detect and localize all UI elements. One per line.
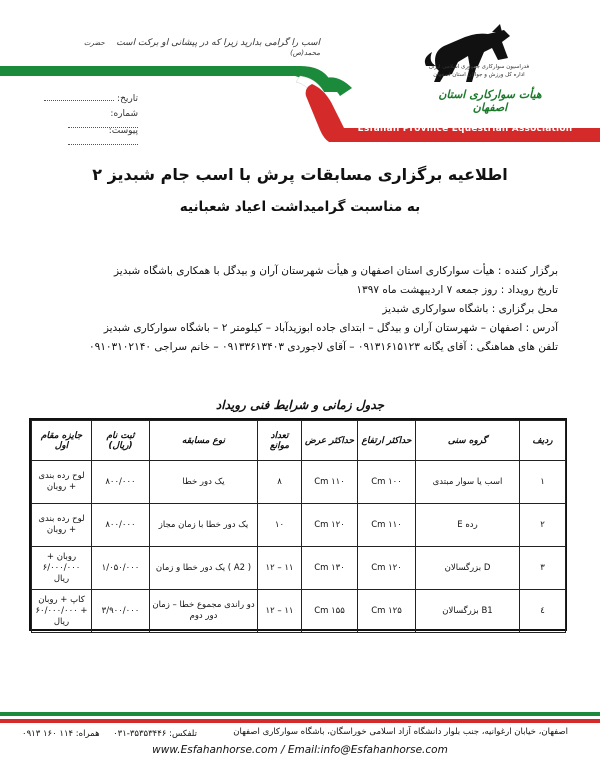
attachment-label: پیوست: (108, 126, 138, 136)
footer-address: اصفهان، خیابان ارغوانیه، جنب بلوار دانشگاه آزاد اسلامی خوراسگان، باشگاه سوارکاری اصفهان (233, 727, 568, 737)
date-dots (44, 92, 114, 101)
event-info (38, 262, 558, 357)
footer-flag-stripe (0, 712, 600, 726)
table-cell: ۳/۹۰۰/۰۰۰ (92, 590, 150, 633)
table-cell: ۸ (258, 461, 302, 504)
table-cell: ۱۲۵ Cm (358, 590, 416, 633)
column-header: ردیف (520, 421, 566, 461)
table-cell: B1 بزرگسالان (416, 590, 520, 633)
table-cell: لوح رده بندی + روبان (32, 461, 92, 504)
page-subtitle: به مناسبت گرامیداشت اعیاد شعبانیه (179, 199, 421, 215)
association-name-fa: هیأت سوارکاری استان اصفهان (438, 88, 542, 114)
table-cell: لوح رده بندی + روبان (32, 504, 92, 547)
table-cell: یک دور خطا (150, 461, 258, 504)
association-sub-line: فدراسیون سوارکاری جمهوری اسلامی ایران (428, 64, 530, 70)
attachment-dots (68, 136, 138, 145)
column-header: جایزه مقام اول (32, 421, 92, 461)
table-cell: ۱۲۰ Cm (302, 504, 358, 547)
table-cell: ۲ (520, 504, 566, 547)
number-label: شماره: (110, 109, 138, 119)
table-cell: ۱۳۰ Cm (302, 547, 358, 590)
address-line: آدرس : اصفهان – شهرستان آران و بیدگل – ابتدای جاده ابوزیدآباد – کیلومتر ۲ – باشگاه سوارکاری شبدیز (103, 322, 558, 334)
table-cell: ۱۵۵ Cm (302, 590, 358, 633)
table-row (32, 590, 566, 633)
motto-source: حضرت محمد(ص) (83, 39, 320, 57)
motto-text: اسب را گرامی بدارید زیرا که در پیشانی او برکت است (116, 38, 320, 48)
table-cell: اسب یا سوار مبتدی (416, 461, 520, 504)
table-cell: ۱۰ (258, 504, 302, 547)
table-cell: ۱ (520, 461, 566, 504)
table-header-row (32, 421, 566, 461)
organizer-line: برگزار کننده : هیأت سوارکاری استان اصفهان و هیأت شهرستان آران و بیدگل با همکاری باشگاه شبدیز (114, 265, 558, 277)
column-header: نوع مسابقه (150, 421, 258, 461)
table-cell: ۱۱ – ۱۲ (258, 590, 302, 633)
table-cell: یک دور خطا با زمان مجاز (150, 504, 258, 547)
venue-line: محل برگزاری : باشگاه سوارکاری شبدیز (382, 303, 558, 315)
table-cell: روبان + ۶/۰۰۰/۰۰۰ ریال (32, 547, 92, 590)
association-sub-line: اداره کل ورزش و جوانان استان اصفهان (433, 72, 525, 78)
page-title: اطلاعیه برگزاری مسابقات پرش با اسب جام شبدیز ۲ (92, 165, 508, 184)
column-header: حداکثر عرض (302, 421, 358, 461)
association-subtitle (425, 63, 533, 79)
table-cell: دو راندی مجموع خطا – زمان دور دوم (150, 590, 258, 633)
date-field (38, 92, 138, 104)
schedule-table (31, 420, 566, 633)
table-cell: D بزرگسالان (416, 547, 520, 590)
column-header: تعداد موانع (258, 421, 302, 461)
table-cell: ٤ (520, 590, 566, 633)
table-cell: ۱۱۰ Cm (302, 461, 358, 504)
telfax: تلفکس: ۳۵۳۵۳۴۴۶-۰۳۱ (113, 729, 197, 739)
mobile: همراه: ۱۱۴ ۱۶۰ ۰۹۱۳ (22, 729, 100, 739)
date-label: تاریخ: (117, 94, 138, 104)
table-cell: ۸۰۰/۰۰۰ (92, 461, 150, 504)
column-header: گروه سنی (416, 421, 520, 461)
table-cell: ۱۱۰ Cm (358, 504, 416, 547)
table-cell: ۱۱ – ۱۲ (258, 547, 302, 590)
association-name-en: Esfahan Province Equestrian Association (357, 124, 573, 134)
footer-phones (22, 729, 197, 739)
table-row (32, 461, 566, 504)
table-cell: ۳ (520, 547, 566, 590)
table-row (32, 504, 566, 547)
phones-line: تلفن های هماهنگی : آقای یگانه ۰۹۱۳۱۶۱۵۱۲۳ – آقای لاجوردی ۰۹۱۳۳۶۱۳۴۰۳ – خانم سراجی ۰۹۱۰۳۱۰۲۱۴۰ (88, 341, 558, 353)
table-cell: ۱۰۰ Cm (358, 461, 416, 504)
table-cell: ۱/۰۵۰/۰۰۰ (92, 547, 150, 590)
schedule-table-frame (29, 418, 567, 631)
table-cell: کاپ + روبان + ۶۰/۰۰۰/۰۰۰ ریال (32, 590, 92, 633)
table-row (32, 547, 566, 590)
attachment-field (38, 126, 138, 148)
schedule-title: جدول زمانی و شرایط فنی رویداد (215, 398, 385, 412)
table-cell: رده E (416, 504, 520, 547)
motto (60, 38, 320, 58)
column-header: ثبت نام (ریال) (92, 421, 150, 461)
table-cell: ۸۰۰/۰۰۰ (92, 504, 150, 547)
column-header: حداکثر ارتفاع (358, 421, 416, 461)
date-line: تاریخ رویداد : روز جمعه ۷ اردیبهشت ماه ۱۳۹۷ (356, 284, 558, 296)
table-cell: ( A2 ) یک دور خطا و زمان (150, 547, 258, 590)
table-cell: ۱۲۰ Cm (358, 547, 416, 590)
footer-web-email[interactable]: www.Esfahanhorse.com / Email:info@Esfahanhorse.com (152, 744, 448, 756)
